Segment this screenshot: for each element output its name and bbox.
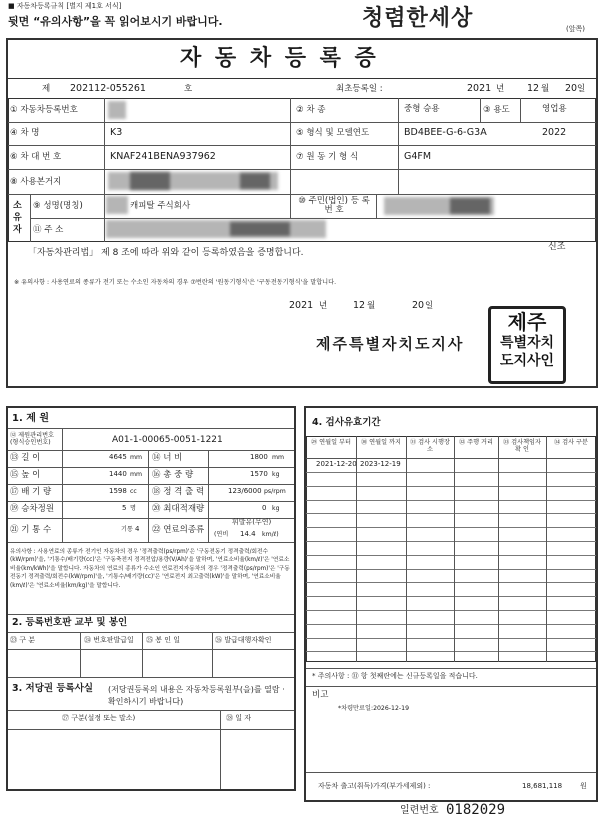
reg-no-label: 제 — [42, 84, 51, 94]
serial-value: 0182029 — [446, 802, 506, 818]
inspection-row-line — [306, 624, 596, 625]
specs-note: 유의사항 : 사용연료의 종류가 전기인 자동차의 경우 '정격출력(ps/rpm)'은 '구동전동기 정격출력/회전수(kW/rpm)'을, '기통수/배기량(cc)'은 '구동축전지 정격전압/용량(V/Ah)'을 말하며, '연료소비율(km/ℓ)'은 '연료소비율(km/kWh)'을 말합니다. 자동차의 연료의 종류가 수소인 연료전지자동차의 경우 '정격출력(ps/rpm)'은 '구동전동기 정격출력/회전수(kW/rpm)'을, '기통수/배기량(cc)'은 '연료전지 최고출력(kW)'을 말하며, '연료소비율(km/ℓ)'은 '연료소비율(km/kg)'을 말합니다. — [10, 549, 290, 589]
reg-no-suffix: 호 — [184, 84, 193, 94]
inspection-row-line — [306, 500, 596, 501]
inspection-row-line — [306, 610, 596, 611]
s19-label: ⑲ 승차정원 — [10, 504, 55, 514]
price-label: 자동차 출고(취득)가격(부가세제외) : — [318, 782, 431, 790]
lien-subheading: (저당권등록의 내용은 자동차등록원부(을)를 열람 · 확인하시기 바랍니다) — [108, 685, 285, 706]
inspection-row-line — [306, 582, 596, 583]
inspection-row-line — [306, 527, 596, 528]
inspection-to-value: 2023-12-19 — [360, 460, 401, 468]
inspection-row-line — [306, 555, 596, 556]
s20-label: ⑳ 최대적재량 — [152, 504, 205, 514]
serial-label: 일련번호 — [400, 805, 439, 816]
certify-note: ※ 유의사항 : 사용연료의 종류가 전기 또는 수소인 자동차의 경우 ⑦번란의 '원동기형식'은 '구동전동기형식'을 말합니다. — [14, 279, 337, 286]
f7-label: ⑦ 원 동 기 형 식 — [296, 152, 359, 162]
f3-value: 영업용 — [542, 104, 567, 114]
c24-label: ㉔ 번호판발급일 — [84, 636, 134, 644]
s21-unit: 기통 — [121, 526, 133, 533]
f9-value: 캐피탈 주식회사 — [130, 201, 191, 211]
inspection-from-value: 2021-12-20 — [316, 460, 357, 468]
col-header-to: ㉚ 연월일 까지 — [360, 439, 401, 446]
price-value: 18,681,118 — [522, 782, 563, 790]
s16-label: ⑯ 총 중 량 — [152, 470, 194, 480]
inspection-note: * 주의사항 : ㉛ 항 첫째란에는 신규등록일을 적습니다. — [312, 672, 478, 680]
col-header-place: ㉛ 검사 시행장소 — [409, 439, 450, 453]
first-reg-month: 12 — [527, 83, 540, 94]
s15-value: 1440 — [109, 470, 127, 478]
copy-label: (앞쪽) — [566, 25, 585, 33]
specs-heading: 1. 제 원 — [12, 413, 50, 424]
s13-label: ⑬ 길 이 — [10, 453, 41, 463]
f1-label: ① 자동차등록번호 — [10, 105, 78, 115]
s15-label: ⑮ 높 이 — [10, 470, 41, 480]
s12-label: ⑫ 제원관리번호 (형식승인번호) — [10, 432, 55, 447]
s12-value: A01-1-00065-0051-1221 — [112, 435, 223, 445]
certify-text: 「자동차관리법」 제 8 조에 따라 위와 같이 등록하였음을 증명합니다. — [28, 248, 304, 258]
f11-label: ⑪ 주 소 — [33, 225, 64, 235]
issue-year: 2021 — [289, 300, 314, 311]
s16-value: 1570 — [250, 470, 268, 478]
form-note: ■ 자동차등록규칙 [별지 제1호 서식] — [8, 2, 122, 10]
c25-label: ㉕ 봉 인 일 — [146, 636, 180, 644]
f3-label: ③ 용도 — [483, 105, 510, 115]
first-reg-label: 최초등록일 : — [336, 84, 383, 94]
inspection-row-line — [306, 541, 596, 542]
f7-value: G4FM — [404, 151, 432, 162]
handwritten-note: 신조 — [548, 242, 566, 252]
first-reg-day: 20 — [565, 83, 578, 94]
inspection-row-line — [306, 651, 596, 652]
issue-day: 20 — [412, 300, 425, 311]
f5-year: 2022 — [542, 127, 567, 138]
s21-label: ㉑ 기 통 수 — [10, 525, 52, 535]
s14-value: 1800 — [250, 453, 268, 461]
f4-label: ④ 차 명 — [10, 128, 40, 138]
col-header-mileage: ㉜ 주행 거리 — [458, 439, 494, 446]
s21-value: 4 — [135, 525, 140, 533]
remarks-label: 비고 — [312, 690, 329, 700]
logo: 청렴한세상 — [362, 5, 474, 31]
owner-label: 소 유 자 — [13, 201, 22, 236]
s18-label: ⑱ 정 격 출 력 — [152, 487, 205, 497]
inspection-row-line — [306, 596, 596, 597]
s20-value: 0 — [262, 504, 267, 512]
lien-heading: 3. 저당권 등록사실 — [12, 683, 94, 694]
notice-text: 뒷면 “유의사항”을 꼭 읽어보시기 바랍니다. — [8, 15, 223, 28]
c28-label: ㉘ 일 자 — [226, 714, 251, 722]
col-header-inspector: ㉝ 검사책임자 확 인 — [502, 439, 542, 453]
f10-label: ⑩ 주민(법인) 등 록 번 호 — [298, 196, 370, 216]
inspection-heading: 4. 검사유효기간 — [312, 417, 381, 428]
inspection-row-line — [306, 569, 596, 570]
s19-value: 5 — [122, 504, 127, 512]
c27-label: ㉗ 구분(설정 또는 말소) — [62, 714, 136, 722]
col-header-from: ㉙ 연월일 부터 — [310, 439, 351, 446]
issue-month: 12 — [353, 300, 366, 311]
col-header-type: ㉞ 검사 구분 — [553, 439, 589, 446]
s17-value: 1598 — [109, 487, 127, 495]
issuer-name: 제주특별자치도지사 — [316, 335, 465, 353]
f5-value: BD4BEE-G-6-G3A — [404, 127, 487, 138]
c23-label: ㉓ 구 분 — [10, 636, 35, 644]
plate-heading: 2. 등록번호판 교부 및 봉인 — [12, 617, 128, 628]
price-unit: 원 — [580, 782, 587, 790]
s13-value: 4645 — [109, 453, 127, 461]
inspection-row-line — [306, 472, 596, 473]
inspection-row-line — [306, 638, 596, 639]
f2-label: ② 차 종 — [296, 105, 326, 115]
f5-label: ⑤ 형식 및 모델연도 — [296, 128, 370, 138]
inspection-row-line — [306, 486, 596, 487]
specs-panel — [6, 406, 296, 791]
s14-label: ⑭ 너 비 — [152, 453, 183, 463]
f6-value: KNAF241BENA937962 — [110, 151, 216, 162]
reg-no-value: 202112-055261 — [70, 83, 146, 94]
s17-label: ⑰ 배 기 량 — [10, 487, 52, 497]
document-title: 자 동 차 등 록 증 — [180, 45, 379, 71]
redacted-plate — [108, 101, 126, 119]
official-seal: 제주 특별자치 도지사인 — [488, 306, 566, 384]
first-reg-year: 2021 — [467, 83, 492, 94]
redacted-owner-address — [106, 220, 326, 238]
s18-value: 123/6000 — [228, 487, 262, 495]
inspection-table — [306, 436, 596, 662]
f2-value: 중형 승용 — [404, 104, 440, 114]
s22-label: ㉒ 연료의종류 — [152, 525, 205, 535]
f4-value: K3 — [110, 127, 123, 138]
s22-value: 휘발유(무연) — [232, 518, 272, 526]
c26-label: ㉖ 발급대행자확인 — [215, 636, 272, 644]
f8-label: ⑧ 사용본거지 — [10, 177, 62, 187]
f9-label: ⑨ 성명(명칭) — [33, 201, 83, 211]
f6-label: ⑥ 차 대 번 호 — [10, 152, 62, 162]
s22-efficiency: 14.4 — [240, 530, 256, 538]
inspection-row-line — [306, 513, 596, 514]
remarks-value: *차령만료일:2026-12-19 — [338, 705, 410, 712]
